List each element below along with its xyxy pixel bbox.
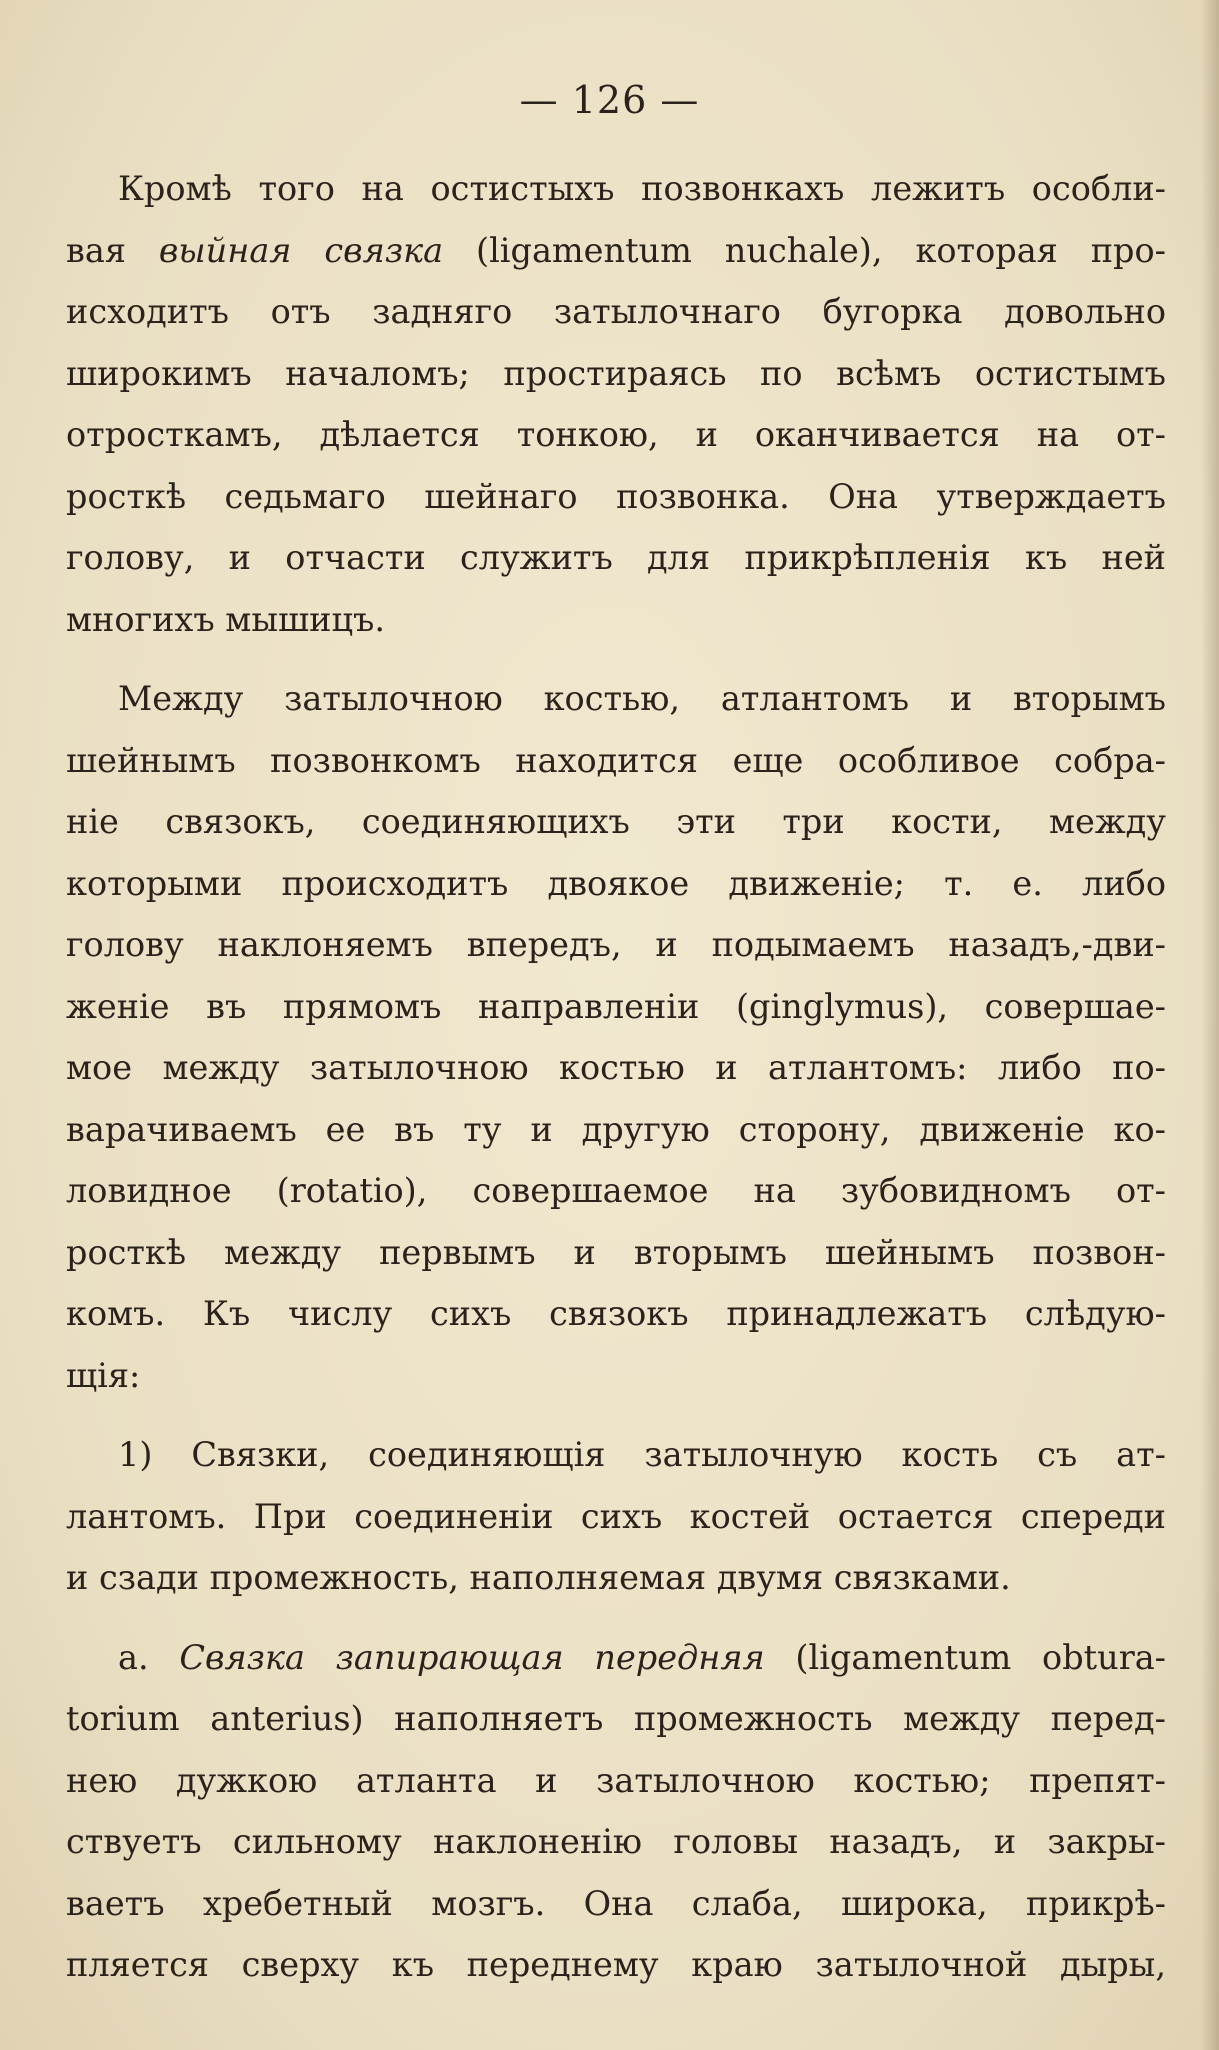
text-line: ваетъ хребетный мозгъ. Она слаба, широка, прикрѣ- <box>66 1883 1166 1923</box>
text-line: 1) Связки, соединяющія затылочную кость съ ат- <box>118 1435 1166 1474</box>
page-number: — 126 — <box>519 78 700 122</box>
text-line: torium anterius) наполняетъ промежность между перед- <box>66 1699 1166 1738</box>
text-line: и сзади промежность, наполняемая двумя связками. <box>66 1558 1011 1597</box>
text-line: широкимъ началомъ; простираясь по всѣмъ остистымъ <box>66 353 1166 393</box>
text-line: a. Связка запирающая передняя (ligamentum obtura- <box>118 1637 1166 1677</box>
text-line: голову, и отчасти служитъ для прикрѣпленія къ ней <box>66 538 1166 577</box>
text-line: мое между затылочною костью и атлантомъ: либо по- <box>66 1048 1166 1087</box>
text-line: шейнымъ позвонкомъ находится еще особливое собра- <box>66 740 1166 780</box>
paragraph <box>66 668 1166 1406</box>
text-line: нею дужкою атланта и затылочною костью; препят- <box>66 1760 1166 1800</box>
text-line: росткѣ между первымъ и вторымъ шейнымъ позвон- <box>66 1232 1166 1272</box>
text-line: исходитъ отъ задняго затылочнаго бугорка довольно <box>66 292 1166 331</box>
text-line: росткѣ седьмаго шейнаго позвонка. Она утверждаетъ <box>66 476 1166 516</box>
italic-term: выйная связка <box>158 230 444 270</box>
body-text <box>66 158 1166 2014</box>
paragraph <box>66 158 1166 650</box>
text-line: варачиваемъ ее въ ту и другую сторону, движеніе ко- <box>66 1109 1166 1149</box>
text-line: голову наклоняемъ впередъ, и подымаемъ назадъ,-дви- <box>66 925 1166 964</box>
text-line: щія: <box>66 1355 141 1395</box>
text-line: которыми происходитъ двоякое движеніе; т. е. либо <box>66 863 1166 903</box>
text-line: пляется сверху къ переднему краю затылочной дыры, <box>66 1945 1166 1984</box>
text-line: лантомъ. При соединеніи сихъ костей остается спереди <box>66 1496 1166 1536</box>
text-line: ствуетъ сильному наклоненію головы назадъ, и закры- <box>66 1822 1166 1861</box>
text-line: Кромѣ того на остистыхъ позвонкахъ лежитъ особли- <box>118 169 1166 208</box>
paragraph <box>66 1424 1166 1609</box>
text-line: ніе связокъ, соединяющихъ эти три кости, между <box>66 802 1166 841</box>
page-edge-shadow <box>1201 0 1219 2050</box>
paragraph <box>66 1627 1166 1996</box>
italic-term: Связка запирающая передняя <box>179 1637 765 1677</box>
text-line: вая выйная связка (ligamentum nuchale), которая про- <box>66 230 1166 270</box>
text-line: многихъ мышицъ. <box>66 599 385 639</box>
text-line: комъ. Къ числу сихъ связокъ принадлежатъ слѣдую- <box>66 1294 1166 1333</box>
text-line: Между затылочною костью, атлантомъ и вторымъ <box>118 679 1166 718</box>
text-line: отросткамъ, дѣлается тонкою, и оканчивается на от- <box>66 415 1166 454</box>
text-line: ловидное (rotatio), совершаемое на зубовидномъ от- <box>66 1171 1166 1210</box>
text-line: женіе въ прямомъ направленіи (ginglymus), совершае- <box>66 986 1166 1026</box>
